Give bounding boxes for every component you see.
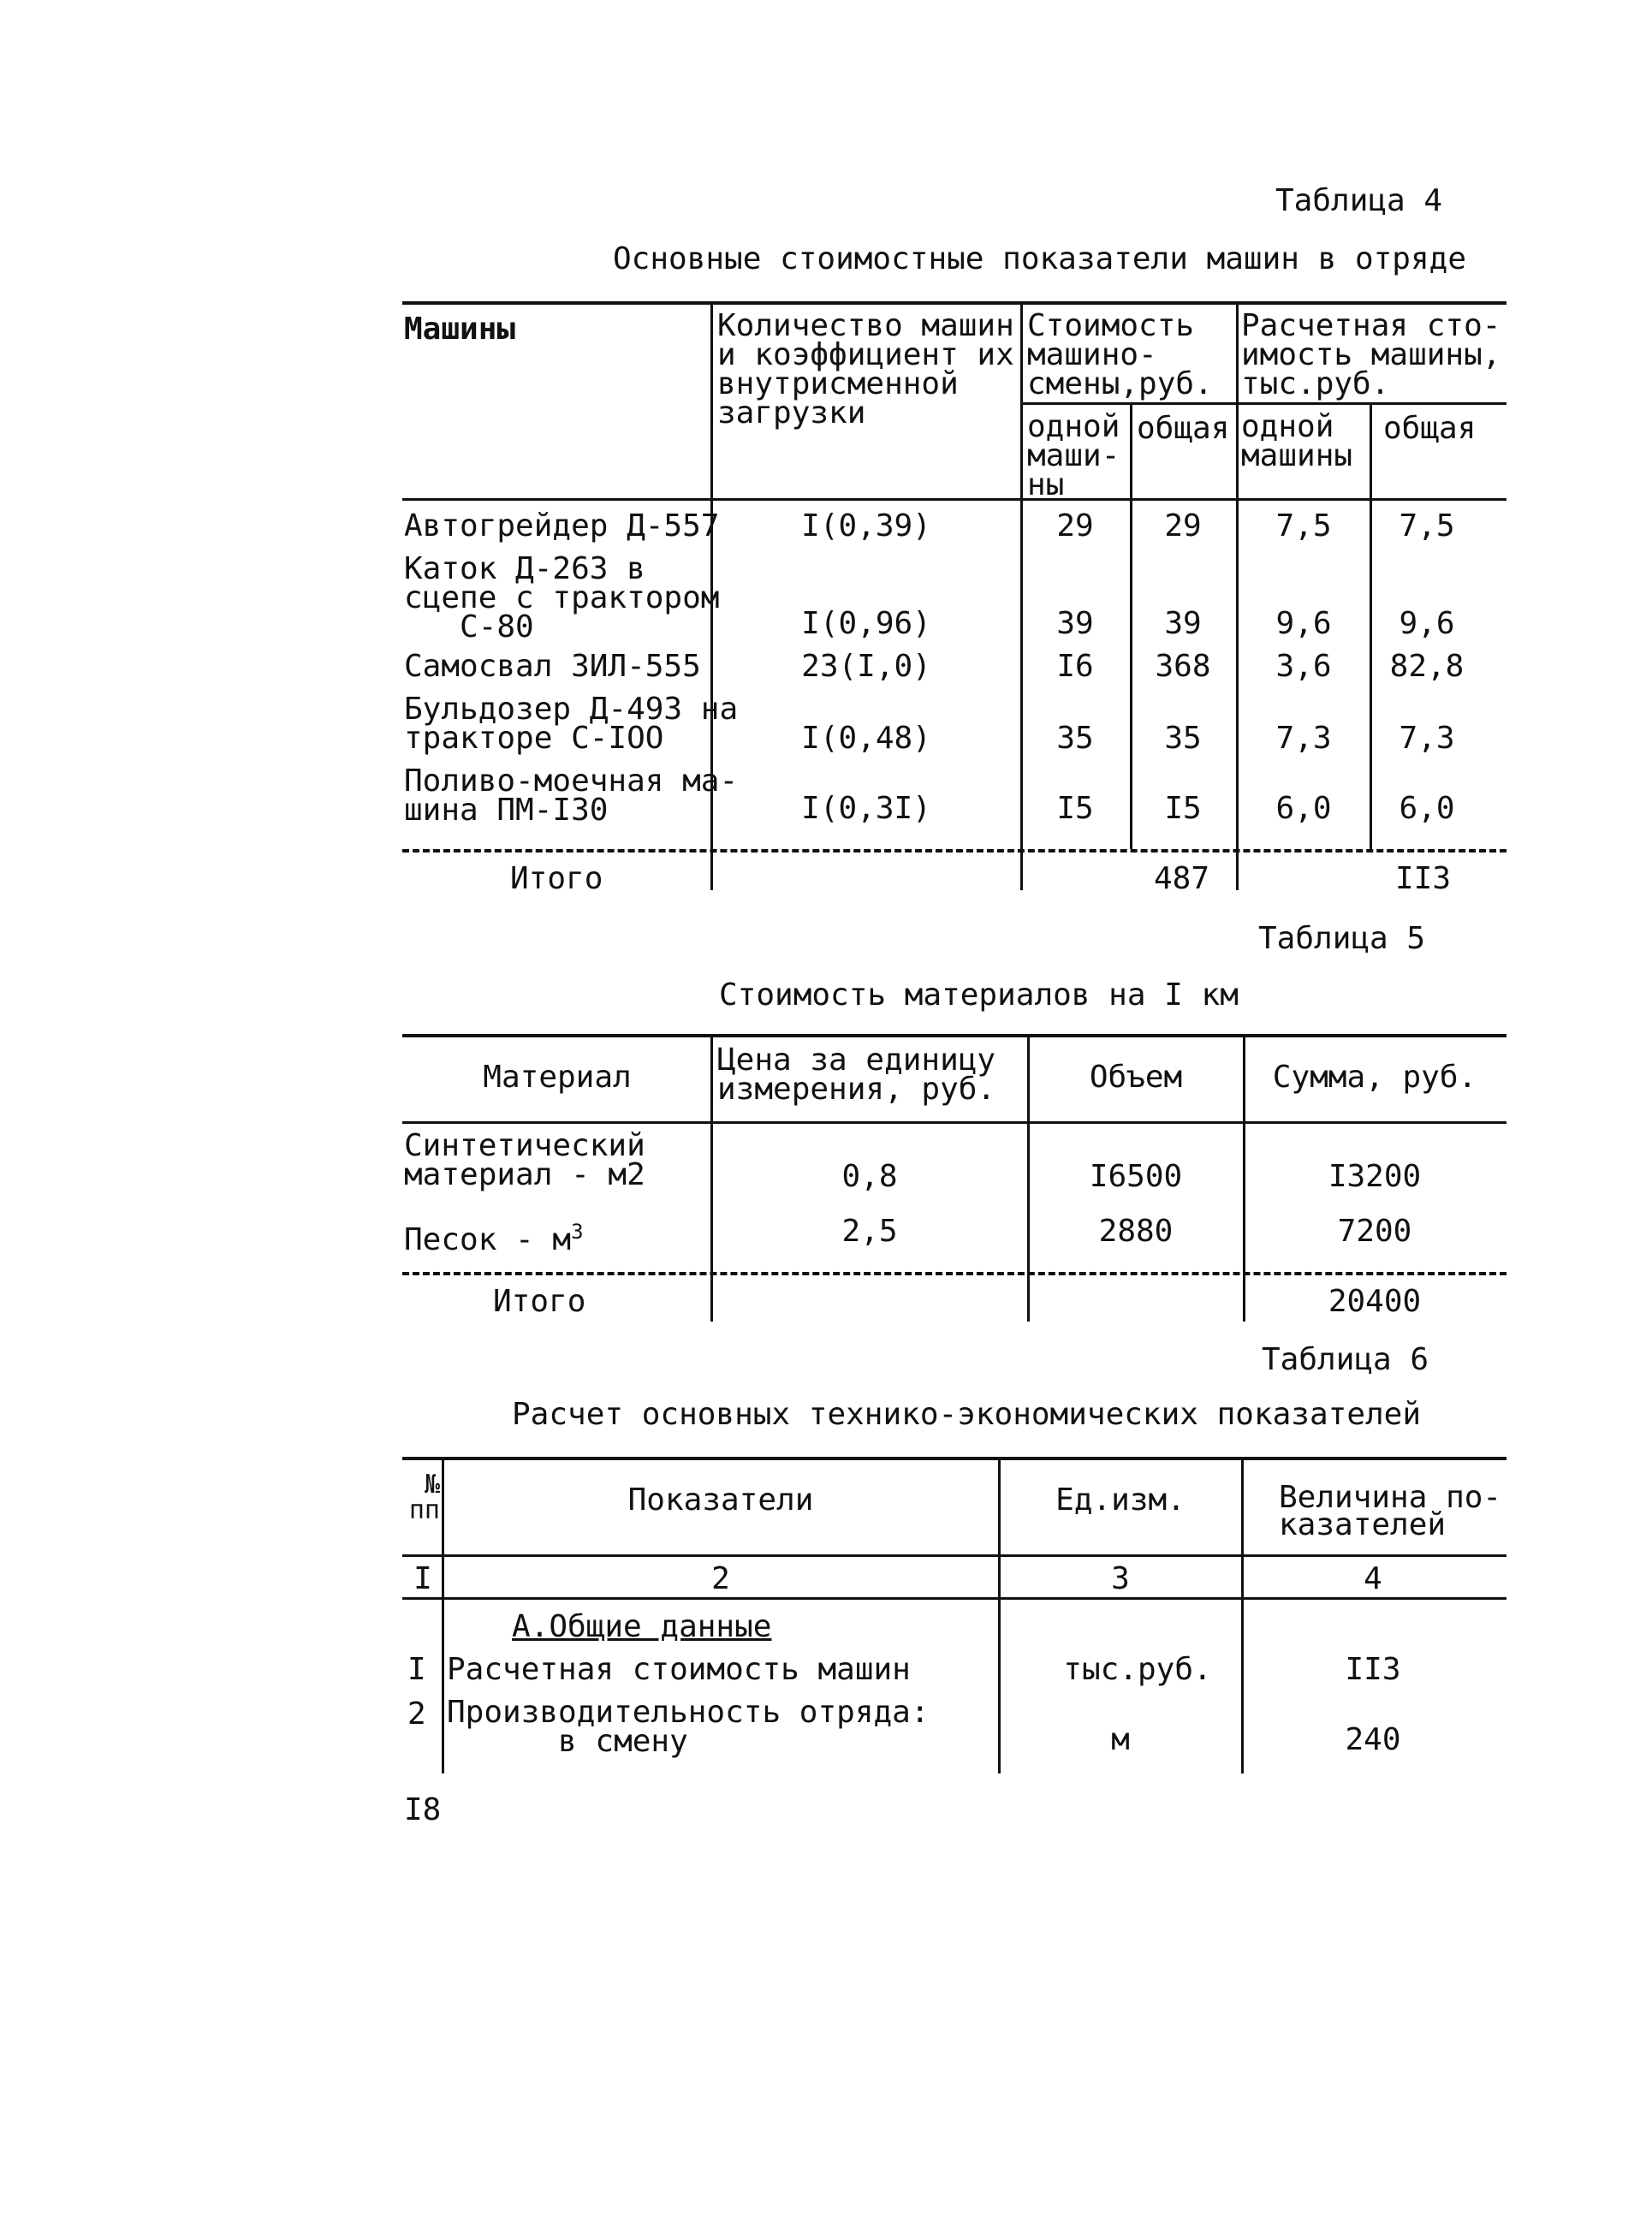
- table4-row1-c3: 7,5: [1275, 508, 1332, 544]
- table4-header-one-machine2: одной машины: [1241, 409, 1353, 473]
- table4-row4-c1: 35: [1056, 721, 1094, 756]
- table5-row1-name: Синтетический материал - м2: [404, 1128, 645, 1192]
- table4-row1-qty: I(0,39): [801, 508, 931, 544]
- table5-total-sum: 20400: [1328, 1284, 1422, 1319]
- table4-total-shift: 487: [1154, 861, 1210, 896]
- table5-row1-volume: I6500: [1089, 1159, 1183, 1194]
- table6-colnum-2: 2: [711, 1561, 730, 1596]
- table4-row1-name: Автогрейдер Д-557: [404, 508, 720, 544]
- table4-row2-c3: 9,6: [1275, 606, 1332, 641]
- table4-header-quantity: Количество машин и коэффициент их внутрисменной загрузки: [717, 308, 1014, 431]
- table4-header-total: общая: [1137, 411, 1230, 446]
- table6-header-unit: Ед.изм.: [1055, 1482, 1186, 1518]
- table6-header-rule: [402, 1554, 1506, 1557]
- table5-top-rule: [402, 1034, 1506, 1037]
- table4-header-total2: общая: [1383, 411, 1477, 446]
- table4-row2-c1: 39: [1056, 606, 1094, 641]
- table4-col-divider-3: [1130, 404, 1132, 849]
- table6-row2-unit: м: [1111, 1722, 1130, 1757]
- table4-row2-c2: 39: [1164, 606, 1202, 641]
- table4-row1-c4: 7,5: [1399, 508, 1455, 544]
- table6-title: Расчет основных технико-экономических показателей: [512, 1397, 1422, 1432]
- table6-row1-value: II3: [1345, 1652, 1401, 1687]
- table6-colnum-4: 4: [1364, 1561, 1382, 1596]
- table4-header-machines: Машины: [404, 312, 516, 347]
- table5-total-rule: [402, 1272, 1506, 1275]
- table6-header-value: Величина по- казателей: [1279, 1480, 1502, 1542]
- table6-row2-num: 2: [407, 1696, 426, 1732]
- table6-label: Таблица 6: [1262, 1342, 1429, 1377]
- table5-header-rule: [402, 1121, 1506, 1124]
- table5-row2-price: 2,5: [841, 1214, 898, 1249]
- table6-row2-name: Производительность отряда: в смену: [447, 1695, 930, 1759]
- table5-label: Таблица 5: [1258, 921, 1426, 956]
- table4-row5-c3: 6,0: [1275, 791, 1332, 826]
- table6-colnum-rule: [402, 1597, 1506, 1600]
- table5-row1-price: 0,8: [841, 1159, 898, 1194]
- page-number: I8: [404, 1792, 442, 1827]
- table4-col-divider-2: [1020, 301, 1023, 890]
- table4-col-divider-5: [1370, 404, 1372, 849]
- table4-row3-c2: 368: [1155, 649, 1211, 684]
- table5-row2-name-sup: 3: [571, 1220, 584, 1244]
- table6-section-title: А.Общие данные: [512, 1609, 772, 1644]
- table6-header-indicator: Показатели: [627, 1482, 814, 1518]
- table4-header-rule: [402, 498, 1506, 501]
- table4-row5-name: Поливо-моечная ма- шина ПМ-I30: [404, 763, 739, 828]
- table4-row3-c4: 82,8: [1389, 649, 1465, 684]
- table4-row2-c4: 9,6: [1399, 606, 1455, 641]
- table5-col-divider-2: [1027, 1034, 1030, 1322]
- table5-row1-sum: I3200: [1328, 1159, 1422, 1194]
- table6-row1-unit: тыс.руб.: [1063, 1652, 1212, 1687]
- table4-row2-name: Каток Д-263 в сцепе с трактором С-80: [404, 551, 720, 645]
- table4-row2-qty: I(0,96): [801, 606, 931, 641]
- table4-header-shift-cost: Стоимость машино- смены,руб.: [1027, 308, 1213, 401]
- table5-row2-name: [404, 1215, 584, 1257]
- table6-top-rule: [402, 1457, 1506, 1460]
- table6-row1-num: I: [407, 1652, 426, 1687]
- table5-header-price: Цена за единицу измерения, руб.: [717, 1043, 996, 1107]
- table4-col-divider-4: [1236, 301, 1239, 890]
- table4-row3-name: Самосвал ЗИЛ-555: [404, 649, 701, 684]
- table4-row1-c2: 29: [1164, 508, 1202, 544]
- table4-row5-c1: I5: [1056, 791, 1094, 826]
- table4-row3-c1: I6: [1056, 649, 1094, 684]
- table5-title: Стоимость материалов на I км: [719, 977, 1239, 1013]
- table4-title: Основные стоимостные показатели машин в отряде: [613, 241, 1466, 276]
- table4-row4-c4: 7,3: [1399, 721, 1455, 756]
- table4-top-rule: [402, 301, 1506, 305]
- table4-total-rule: [402, 849, 1506, 853]
- table5-row2-name-text: Песок - м: [404, 1222, 572, 1257]
- table6-col-divider-3: [1241, 1457, 1244, 1773]
- table6-colnum-3: 3: [1111, 1561, 1130, 1596]
- table5-row2-volume: 2880: [1098, 1214, 1174, 1249]
- table4-header-one-machine: одной маши- ны: [1027, 409, 1120, 502]
- table5-col-divider-1: [710, 1034, 713, 1322]
- table4-row4-c3: 7,3: [1275, 721, 1332, 756]
- table5-header-sum: Сумма, руб.: [1272, 1060, 1477, 1095]
- table5-col-divider-3: [1243, 1034, 1245, 1322]
- table6-col-divider-2: [998, 1457, 1001, 1773]
- table4-subheader-rule-b: [1238, 402, 1506, 405]
- table4-row5-c4: 6,0: [1399, 791, 1455, 826]
- table4-row3-qty: 23(I,0): [801, 649, 931, 684]
- table4-total-calc: II3: [1395, 861, 1452, 896]
- table6-row2-value: 240: [1345, 1722, 1401, 1757]
- table4-row5-c2: I5: [1164, 791, 1202, 826]
- table6-col-divider-1: [442, 1457, 444, 1773]
- table4-total-label: Итого: [510, 861, 603, 896]
- table4-row4-qty: I(0,48): [801, 721, 931, 756]
- table4-subheader-rule-a: [1022, 402, 1236, 405]
- table4-row4-name: Бульдозер Д-493 на тракторе С-IOO: [404, 692, 739, 756]
- table6-row1-name: Расчетная стоимость машин: [447, 1652, 911, 1687]
- table5-total-label: Итого: [493, 1284, 586, 1319]
- table4-row4-c2: 35: [1164, 721, 1202, 756]
- table4-row1-c1: 29: [1056, 508, 1094, 544]
- table4-header-calc-cost: Расчетная сто- имость машины, тыс.руб.: [1241, 308, 1501, 401]
- table4-row3-c3: 3,6: [1275, 649, 1332, 684]
- table4-row5-qty: I(0,3I): [801, 791, 931, 826]
- table5-header-material: Материал: [483, 1060, 632, 1095]
- table6-header-num: № пп: [408, 1470, 440, 1525]
- table5-row2-sum: 7200: [1337, 1214, 1412, 1249]
- table5-header-volume: Объем: [1089, 1060, 1183, 1095]
- table4-label: Таблица 4: [1275, 183, 1443, 218]
- table6-colnum-1: I: [413, 1561, 432, 1596]
